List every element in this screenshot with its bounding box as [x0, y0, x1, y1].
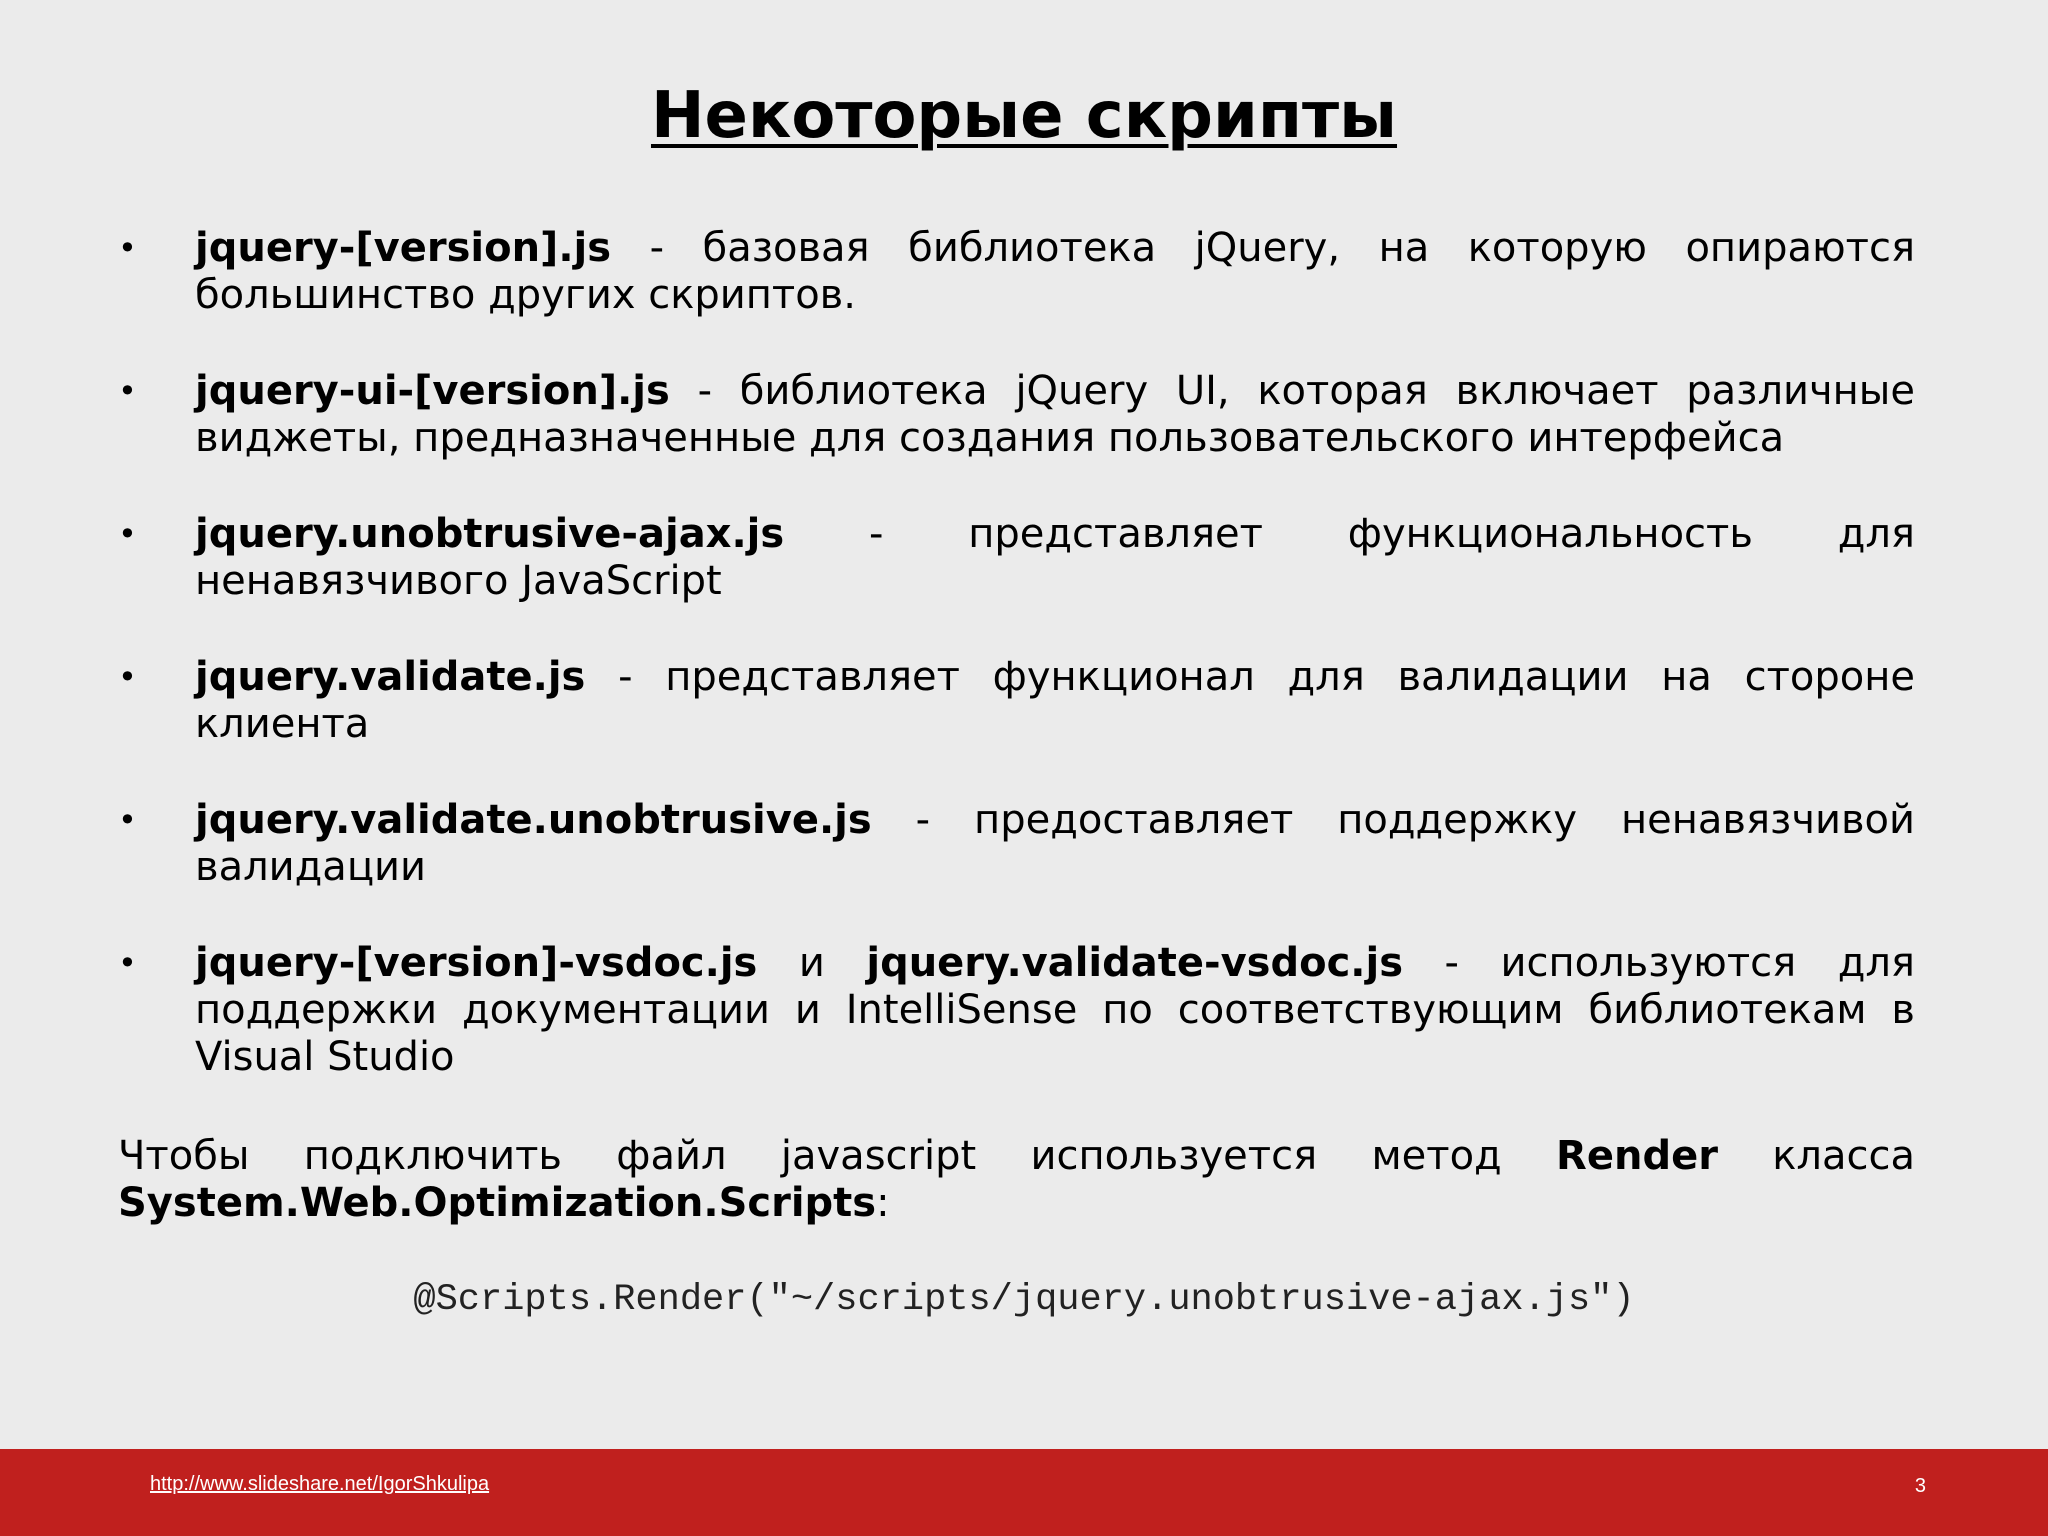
list-item — [118, 368, 1915, 462]
list-item — [118, 654, 1915, 748]
script-description: - базовая библиотека jQuery, на которую опираются большинство других скриптов. — [195, 225, 1915, 318]
bullet-icon: • — [118, 229, 137, 267]
bullet-icon: • — [118, 944, 137, 982]
script-description: - используются для поддержки документации и IntelliSense по соответствующим библиотекам в Visual Studio — [195, 940, 1915, 1080]
script-name: jquery.validate.unobtrusive.js — [195, 797, 872, 843]
connector-text: и — [757, 940, 867, 986]
list-item — [118, 225, 1915, 319]
script-name: jquery-ui-[version].js — [195, 368, 670, 414]
script-list — [118, 225, 1915, 1130]
slide-title: Некоторые скрипты — [650, 79, 1398, 153]
footer-bar — [0, 1449, 2048, 1536]
footer-link[interactable]: http://www.slideshare.net/IgorShkulipa — [150, 1473, 490, 1495]
render-paragraph — [118, 1133, 1915, 1227]
script-description: - предоставляет поддержку ненавязчивой валидации — [195, 797, 1915, 890]
script-name: jquery.validate.js — [195, 654, 586, 700]
slide-number: 3 — [1914, 1475, 1926, 1497]
script-description: - библиотека jQuery UI, которая включает различные виджеты, предназначенные для создания пользовательского интерфейса — [195, 368, 1915, 461]
script-description: - представляет функционал для валидации на стороне клиента — [195, 654, 1915, 747]
bullet-icon: • — [118, 515, 137, 553]
bullet-icon: • — [118, 801, 137, 839]
script-name: jquery-[version]-vsdoc.js — [195, 940, 758, 986]
script-name-secondary: jquery.validate-vsdoc.js — [866, 940, 1404, 986]
code-example: @Scripts.Render("~/scripts/jquery.unobtrusive-ajax.js") — [413, 1279, 1635, 1321]
paragraph-prefix: Чтобы подключить файл javascript используется метод — [118, 1133, 1557, 1179]
list-item — [118, 797, 1915, 891]
paragraph-suffix: : — [876, 1180, 890, 1226]
script-name: jquery-[version].js — [195, 225, 612, 271]
method-name: Render — [1556, 1133, 1718, 1179]
bullet-icon: • — [118, 372, 137, 410]
class-name: System.Web.Optimization.Scripts — [118, 1180, 877, 1226]
paragraph-middle: класса — [1717, 1133, 1916, 1179]
bullet-icon: • — [118, 658, 137, 696]
list-item — [118, 940, 1915, 1081]
list-item — [118, 511, 1915, 605]
script-description: - представляет функциональность для ненавязчивого JavaScript — [195, 511, 1915, 604]
script-name: jquery.unobtrusive-ajax.js — [195, 511, 785, 557]
